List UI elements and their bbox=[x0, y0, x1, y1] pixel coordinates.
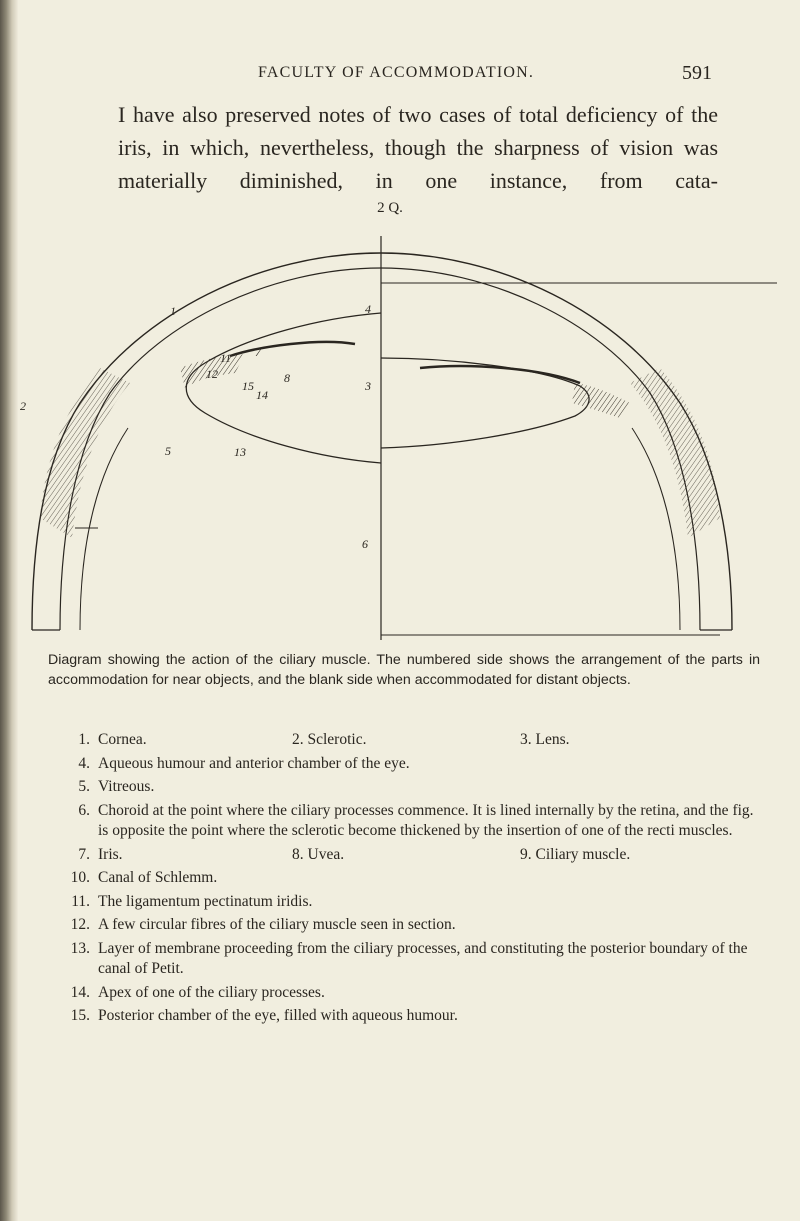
legend-row-11 bbox=[60, 892, 760, 913]
legend-num: 7. bbox=[78, 845, 90, 863]
figure-caption: Diagram showing the action of the ciliary muscle. The numbered side shows the arrangement of the parts in accommodation for near objects, and the blank side when accommodated for distant objects. bbox=[48, 652, 760, 688]
fig-label-4: 4 bbox=[365, 302, 371, 316]
body-paragraph-text: I have also preserved notes of two cases of total deficiency of the iris, in which, nevertheless, though the sharpness of vision was materially diminished, in one instance, from cata- bbox=[118, 102, 718, 193]
legend-num: 8. bbox=[292, 845, 304, 863]
legend-num: 10. bbox=[70, 869, 90, 886]
lens-right bbox=[381, 358, 589, 448]
legend-num: 3. bbox=[520, 731, 532, 748]
legend-row-10 bbox=[60, 868, 760, 889]
fig-label-1: 1 bbox=[170, 304, 176, 318]
legend-num: 4. bbox=[78, 754, 90, 772]
legend-num: 11. bbox=[71, 892, 90, 910]
legend-row-14 bbox=[60, 983, 760, 1004]
legend-num: 14. bbox=[70, 983, 90, 1001]
legend-num: 9. bbox=[520, 845, 532, 863]
fig-label-3: 3 bbox=[365, 379, 371, 393]
legend-text: The ligamentum pectinatum iridis. bbox=[98, 892, 313, 910]
legend-text: Posterior chamber of the eye, filled with aqueous humour. bbox=[98, 1007, 458, 1024]
fig-label-5: 5 bbox=[165, 444, 171, 458]
fig-label-14: 14 bbox=[256, 388, 268, 402]
legend-row-12 bbox=[60, 915, 760, 936]
fig-label-8: 8 bbox=[284, 371, 290, 385]
legend-text: Layer of membrane proceeding from the ciliary processes, and constituting the posterior boundary of the canal of Petit. bbox=[98, 939, 748, 977]
diagram-svg bbox=[20, 218, 780, 643]
legend-row-13 bbox=[60, 939, 760, 980]
fig-label-12: 12 bbox=[206, 367, 218, 381]
legend-text: Vitreous. bbox=[98, 778, 155, 795]
legend-text: Uvea. bbox=[307, 845, 345, 863]
ciliary-muscle-left bbox=[40, 368, 130, 538]
cornea-inner-right bbox=[381, 268, 700, 630]
ciliary-muscle-diagram bbox=[20, 218, 780, 643]
legend-num: 1. bbox=[78, 731, 90, 748]
fig-label-11: 11 bbox=[220, 351, 232, 365]
legend-row-1 bbox=[60, 730, 760, 751]
legend-row-7 bbox=[60, 845, 760, 866]
legend-num: 5. bbox=[78, 778, 90, 795]
legend-row-4 bbox=[60, 754, 760, 775]
legend-text: Ciliary muscle. bbox=[535, 845, 631, 863]
legend-text: Lens. bbox=[535, 731, 570, 748]
book-spine-shadow bbox=[0, 0, 18, 1221]
ciliary-muscle-right bbox=[630, 368, 720, 538]
legend-num: 15. bbox=[70, 1007, 90, 1024]
running-head-title: FACULTY OF ACCOMMODATION. bbox=[258, 64, 535, 81]
legend-row-15 bbox=[60, 1006, 760, 1027]
fig-label-15: 15 bbox=[242, 379, 254, 393]
legend-num: 2. bbox=[292, 731, 304, 748]
page-number: 591 bbox=[682, 62, 712, 84]
figure-label: 2 Q. bbox=[377, 200, 403, 216]
cornea-inner-left bbox=[60, 268, 381, 630]
legend-text: Cornea. bbox=[98, 731, 147, 748]
body-paragraph bbox=[118, 98, 718, 197]
legend-text: Choroid at the point where the ciliary processes commence. It is lined internally by the retina, and the fig. is opposite the point where the sclerotic become thickened by the insertion of one of the recti muscles. bbox=[98, 801, 754, 839]
legend-num: 6. bbox=[78, 801, 90, 819]
fig-label-2: 2 bbox=[20, 399, 26, 413]
legend-text: Apex of one of the ciliary processes. bbox=[98, 983, 325, 1001]
legend-num: 13. bbox=[70, 939, 90, 957]
fig-label-13: 13 bbox=[234, 445, 246, 459]
legend-text: Sclerotic. bbox=[307, 731, 367, 748]
lens-left bbox=[186, 313, 381, 463]
legend-text: A few circular fibres of the ciliary muscle seen in section. bbox=[98, 916, 456, 933]
running-head bbox=[110, 62, 712, 88]
figure-legend bbox=[60, 730, 760, 1030]
iris-right bbox=[420, 366, 580, 383]
legend-text: Iris. bbox=[98, 845, 123, 863]
iris-left bbox=[230, 342, 355, 356]
fig-label-7: 7 bbox=[255, 345, 261, 359]
legend-text: Aqueous humour and anterior chamber of the eye. bbox=[98, 754, 410, 772]
legend-row-5 bbox=[60, 777, 760, 798]
fig-label-6: 6 bbox=[362, 537, 368, 551]
legend-num: 12. bbox=[70, 916, 90, 933]
legend-text: Canal of Schlemm. bbox=[98, 869, 218, 886]
legend-row-6 bbox=[60, 801, 760, 842]
